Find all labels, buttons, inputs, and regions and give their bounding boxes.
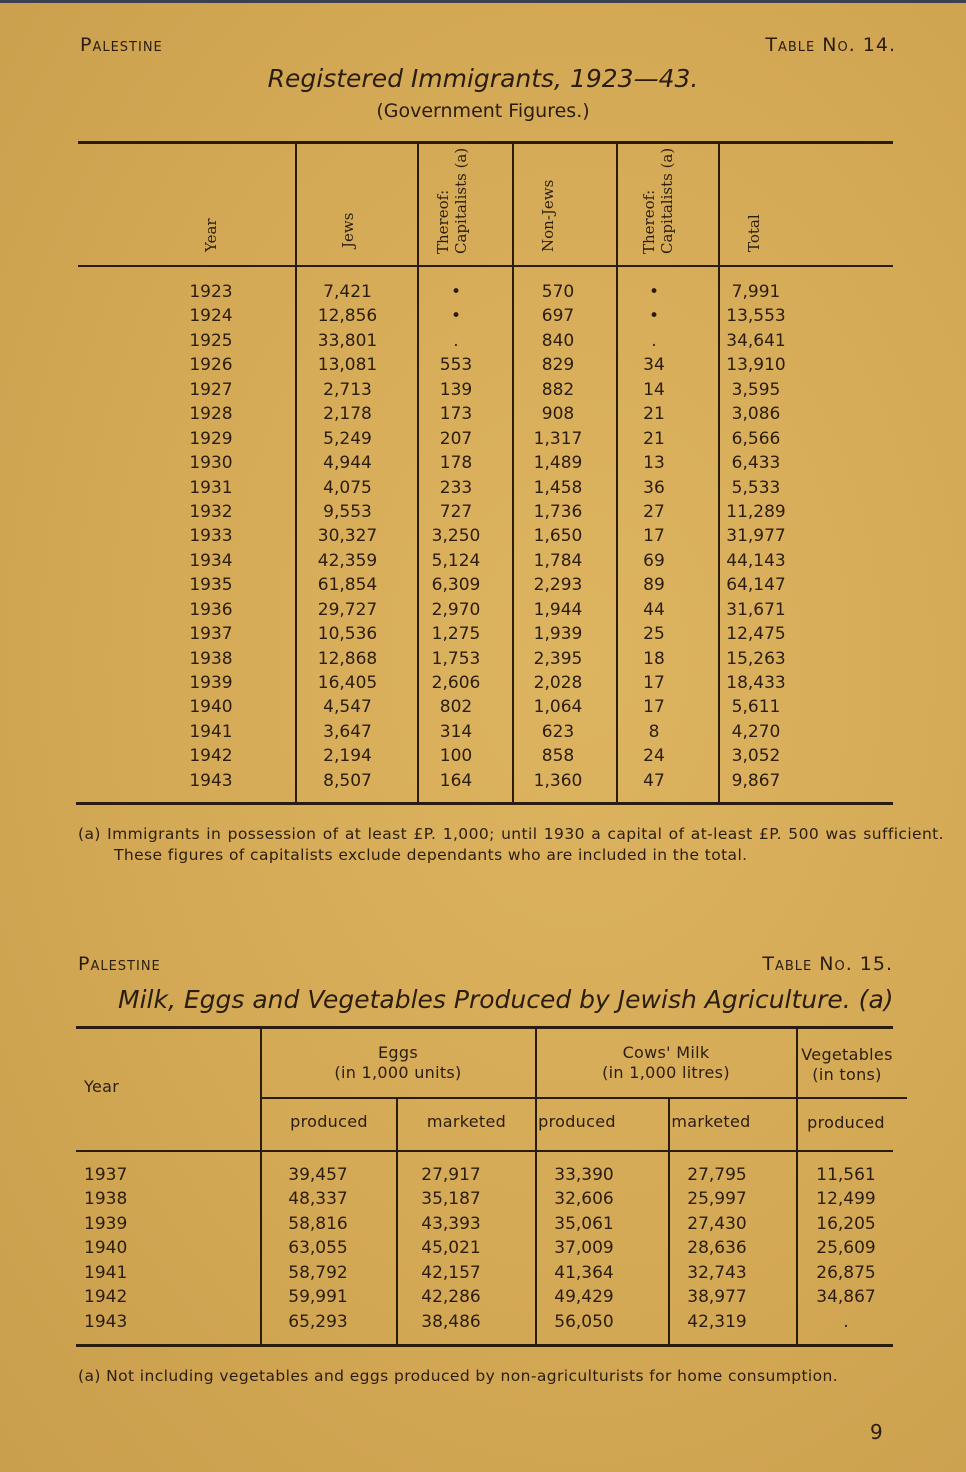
table15-year-cell: 1938 bbox=[84, 1189, 128, 1210]
table14-jews-cell: 5,249 bbox=[323, 428, 372, 449]
table15-bottom-rule bbox=[76, 1344, 893, 1347]
table14-jews-capitalists-cell: 2,606 bbox=[431, 673, 481, 693]
table15-vegetables-produced-cell: 16,205 bbox=[816, 1213, 876, 1234]
table14-jews-cell: 4,075 bbox=[323, 477, 372, 498]
table14-non-jews-capitalists-cell: 36 bbox=[643, 477, 665, 498]
table15-milk-produced-cell: 32,606 bbox=[554, 1189, 614, 1210]
table15-year-cell: 1941 bbox=[84, 1262, 128, 1283]
table15-milk-produced-column bbox=[548, 1163, 620, 1334]
table14-jews-capitalists-cell: 164 bbox=[439, 770, 473, 791]
table14-jews-cell: 4,547 bbox=[323, 697, 372, 718]
table14-total-cell: 3,595 bbox=[731, 379, 781, 400]
table14-jews-cell: 4,944 bbox=[323, 453, 372, 474]
table15-eggs-produced-cell: 59,991 bbox=[288, 1287, 348, 1308]
table14-non-jews-capitalists-cell: 89 bbox=[643, 575, 665, 596]
table15-years-column bbox=[84, 1163, 144, 1334]
table15-vegetables-produced-cell: 12,499 bbox=[816, 1189, 876, 1210]
table15-vegetables-produced-cell: 26,875 bbox=[816, 1262, 876, 1283]
table15-year-cell: 1940 bbox=[84, 1238, 128, 1259]
table14-jews-cell: 12,856 bbox=[317, 306, 378, 327]
top-edge-strip bbox=[0, 0, 966, 3]
table15-top-rule bbox=[76, 1026, 893, 1029]
table15-header-vegetables-unit: (in tons) bbox=[812, 1065, 882, 1084]
table15-subheader-eggs-marketed: marketed bbox=[426, 1112, 507, 1131]
table14-number: Table No. 14. bbox=[765, 34, 896, 56]
table15-eggs-produced-cell: 39,457 bbox=[288, 1165, 348, 1185]
table14-non-jews-capitalists-cell: 24 bbox=[643, 746, 665, 767]
table14-col-divider bbox=[295, 143, 297, 803]
table14-jews-capitalists-cell: 173 bbox=[439, 404, 473, 425]
table15-number: Table No. 15. bbox=[762, 953, 893, 975]
table14-non-jews-cell: 1,489 bbox=[533, 453, 583, 474]
table14-jews-capitalists-cell: 1,275 bbox=[431, 624, 481, 645]
table14-jews-cell: 3,647 bbox=[323, 721, 372, 742]
table15-header-eggs: Eggs bbox=[378, 1043, 418, 1062]
table14-non-jews-capitalists-cell: 25 bbox=[643, 624, 665, 645]
table14-header-non-jews-capitalists: Thereof: Capitalists (a) bbox=[640, 147, 676, 254]
table14-non-jews-capitalists-cell: 69 bbox=[643, 550, 665, 571]
table14-col-divider bbox=[417, 143, 419, 803]
table14-non-jews-cell: 840 bbox=[541, 330, 575, 351]
table14-total-cell: 11,289 bbox=[726, 501, 786, 522]
table14-header-jews-capitalists: Thereof: Capitalists (a) bbox=[434, 147, 470, 254]
table14-non-jews-cell: 858 bbox=[541, 746, 575, 767]
table15-col-divider bbox=[668, 1098, 670, 1345]
table14-total-cell: 64,147 bbox=[726, 575, 786, 596]
table14-total-cell: 31,671 bbox=[726, 599, 786, 620]
table14-header-jews: Jews bbox=[339, 212, 357, 248]
table14-year-cell: 1930 bbox=[189, 453, 233, 474]
table15-header-rule bbox=[76, 1150, 893, 1152]
table14-year-cell: 1937 bbox=[189, 624, 233, 645]
table14-subtitle: (Government Figures.) bbox=[376, 100, 590, 122]
table15-eggs-produced-cell: 65,293 bbox=[288, 1311, 348, 1332]
table14-header-total: Total bbox=[745, 214, 763, 252]
table15-eggs-produced-cell: 58,792 bbox=[288, 1262, 348, 1283]
table14-non-jews-capitalists-cell: • bbox=[648, 306, 660, 327]
table14-non-jews-capitalists-cell: 34 bbox=[643, 355, 665, 376]
table14-jews-capitalists-cell: 5,124 bbox=[431, 550, 481, 571]
table14-jews-capitalists-cell: 233 bbox=[439, 477, 473, 498]
table14-year-cell: 1936 bbox=[189, 599, 233, 620]
table14-non-jews-cell: 1,650 bbox=[533, 526, 583, 547]
table14-total-cell: 12,475 bbox=[726, 624, 786, 645]
table14-jews-cell: 12,868 bbox=[317, 648, 378, 669]
table14-bottom-rule bbox=[76, 802, 893, 805]
table14-jews-capitalists-cell: 3,250 bbox=[431, 526, 481, 547]
table14-header-rule bbox=[78, 265, 893, 267]
table15-subheader-veg-produced: produced bbox=[807, 1113, 885, 1132]
table14-year-cell: 1929 bbox=[189, 428, 233, 449]
table14-non-jews-cell: 2,293 bbox=[533, 575, 583, 596]
table15-milk-produced-cell: 56,050 bbox=[554, 1311, 614, 1332]
table14-non-jews-column bbox=[512, 280, 604, 793]
table14-header-non-jews: Non-Jews bbox=[539, 179, 557, 252]
table14-total-cell: 7,991 bbox=[731, 282, 781, 302]
table14-non-jews-cell: 1,317 bbox=[533, 428, 583, 449]
table14-year-cell: 1935 bbox=[189, 575, 233, 596]
table14-jews-cell: 8,507 bbox=[323, 770, 372, 791]
table14-jews-capitalists-cell: 727 bbox=[439, 501, 473, 522]
table14-non-jews-capitalists-cell: 44 bbox=[643, 599, 665, 620]
table14-non-jews-cell: 697 bbox=[541, 306, 575, 327]
table14-jews-cell: 9,553 bbox=[323, 501, 372, 522]
table15-milk-marketed-column bbox=[681, 1163, 753, 1334]
table15-header-year: Year bbox=[84, 1077, 120, 1096]
table14-total-cell: 6,566 bbox=[731, 428, 781, 449]
table14-jews-cell: 30,327 bbox=[317, 526, 378, 547]
table14-jews-capitalists-cell: 139 bbox=[439, 379, 473, 400]
table14-non-jews-cell: 1,736 bbox=[533, 501, 583, 522]
table14-jews-capitalists-cell: 207 bbox=[439, 428, 473, 449]
table14-year-cell: 1943 bbox=[189, 770, 233, 791]
table14-non-jews-cell: 1,458 bbox=[533, 477, 583, 498]
table15-group-rule bbox=[262, 1097, 907, 1099]
table14-jews-capitalists-cell: 2,970 bbox=[431, 599, 481, 620]
table14-non-jews-capitalists-cell: 21 bbox=[643, 404, 665, 425]
table15-milk-marketed-cell: 27,430 bbox=[687, 1213, 747, 1234]
table14-jews-capitalists-cell: 553 bbox=[439, 355, 473, 376]
page-number: 9 bbox=[870, 1420, 883, 1444]
table15-year-cell: 1937 bbox=[84, 1165, 128, 1185]
table14-jews-capitalists-cell: 6,309 bbox=[431, 575, 481, 596]
table15-milk-produced-cell: 33,390 bbox=[554, 1165, 614, 1185]
table15-eggs-marketed-column bbox=[415, 1163, 487, 1334]
table15-eggs-marketed-cell: 42,286 bbox=[421, 1287, 481, 1308]
table14-non-jews-cell: 1,360 bbox=[533, 770, 583, 791]
table14-non-jews-cell: 829 bbox=[541, 355, 575, 376]
table15-vegetables-produced-cell: 25,609 bbox=[816, 1238, 876, 1259]
table14-year-cell: 1934 bbox=[189, 550, 233, 571]
table14-year-cell: 1932 bbox=[189, 501, 233, 522]
table14-total-cell: 6,433 bbox=[731, 453, 781, 474]
table14-years-column bbox=[170, 280, 252, 793]
table15-milk-marketed-cell: 25,997 bbox=[687, 1189, 747, 1210]
table14-jews-cell: 13,081 bbox=[317, 355, 378, 376]
table14-total-cell: 15,263 bbox=[726, 648, 786, 669]
table14-non-jews-capitalists-cell: 47 bbox=[643, 770, 665, 791]
table14-year-cell: 1938 bbox=[189, 648, 233, 669]
table15-eggs-marketed-cell: 42,157 bbox=[421, 1262, 481, 1283]
table15-col-divider bbox=[396, 1098, 398, 1345]
table14-jews-capitalists-cell: 100 bbox=[439, 746, 473, 767]
table15-eggs-marketed-cell: 38,486 bbox=[421, 1311, 481, 1332]
table14-total-cell: 3,086 bbox=[731, 404, 781, 425]
table15-milk-produced-cell: 35,061 bbox=[554, 1213, 614, 1234]
table14-non-jews-cell: 1,064 bbox=[533, 697, 583, 718]
table14-total-cell: 31,977 bbox=[726, 526, 786, 547]
table15-subheader-milk-produced: produced bbox=[538, 1112, 616, 1131]
table14-total-cell: 5,533 bbox=[731, 477, 781, 498]
table14-jews-cell: 2,713 bbox=[323, 379, 372, 400]
table14-non-jews-capitalists-cell: 27 bbox=[643, 501, 665, 522]
table14-total-cell: 13,910 bbox=[726, 355, 786, 376]
table15-milk-marketed-cell: 28,636 bbox=[687, 1238, 747, 1259]
table14-title: Registered Immigrants, 1923—43. bbox=[267, 64, 699, 93]
table14-jews-cell: 29,727 bbox=[317, 599, 378, 620]
table14-total-cell: 44,143 bbox=[726, 550, 786, 571]
table14-non-jews-capitalists-cell: . bbox=[651, 330, 657, 351]
table14-non-jews-cell: 908 bbox=[541, 404, 575, 425]
table15-eggs-produced-column bbox=[282, 1163, 354, 1334]
table15-year-cell: 1942 bbox=[84, 1287, 128, 1308]
table14-non-jews-cell: 623 bbox=[541, 721, 575, 742]
table14-total-cell: 18,433 bbox=[726, 673, 786, 693]
table15-year-cell: 1943 bbox=[84, 1311, 128, 1332]
table14-non-jews-cell: 1,944 bbox=[533, 599, 583, 620]
table14-year-cell: 1925 bbox=[189, 330, 233, 351]
table15-eggs-marketed-cell: 35,187 bbox=[421, 1189, 481, 1210]
table14-total-cell: 4,270 bbox=[731, 721, 781, 742]
table14-jews-cell: 2,194 bbox=[323, 746, 372, 767]
table14-footnote: (a) Immigrants in possession of at least £P. 1,000; until 1930 a capital of at-least £P. 500 was sufficient. These figures of capitalists exclude dependants who are included in the total. bbox=[78, 825, 944, 864]
table14-total-cell: 13,553 bbox=[726, 306, 786, 327]
table14-jews-capitalists-cell: 314 bbox=[439, 721, 473, 742]
table14-non-jews-cell: 882 bbox=[541, 379, 575, 400]
table15-country: Palestine bbox=[78, 953, 161, 975]
table14-non-jews-capitalists-cell: 18 bbox=[643, 648, 665, 669]
table14-total-column bbox=[720, 280, 792, 793]
table14-year-cell: 1940 bbox=[189, 697, 233, 718]
table15-vegetables-produced-cell: . bbox=[843, 1311, 849, 1332]
table15-vegetables-produced-column bbox=[810, 1163, 882, 1334]
table14-jews-cell: 42,359 bbox=[317, 550, 378, 571]
table14-total-cell: 3,052 bbox=[731, 746, 781, 767]
table15-eggs-marketed-cell: 45,021 bbox=[421, 1238, 481, 1259]
table15-vegetables-produced-cell: 11,561 bbox=[816, 1165, 876, 1185]
table14-non-jews-capitalists-cell: • bbox=[648, 282, 660, 302]
table14-jews-cell: 16,405 bbox=[317, 673, 378, 693]
table15-milk-produced-cell: 49,429 bbox=[554, 1287, 614, 1308]
table14-jews-cell: 61,854 bbox=[317, 575, 378, 596]
table14-jews-capitalists-cell: • bbox=[450, 306, 462, 327]
table14-jews-capitalists-cell: 1,753 bbox=[431, 648, 481, 669]
table15-subheader-milk-marketed: marketed bbox=[671, 1112, 751, 1131]
table14-jews-cell: 7,421 bbox=[323, 282, 372, 302]
table14-non-jews-capitalists-cell: 21 bbox=[643, 428, 665, 449]
table14-jews-capitalists-cell: • bbox=[450, 282, 462, 302]
table14-jews-capitalists-column bbox=[420, 280, 492, 793]
table14-jews-column bbox=[305, 280, 390, 793]
table14-year-cell: 1941 bbox=[189, 721, 233, 742]
table15-header-milk: Cows' Milk bbox=[622, 1043, 710, 1062]
table14-year-cell: 1924 bbox=[189, 306, 233, 327]
table15-milk-marketed-cell: 38,977 bbox=[687, 1287, 747, 1308]
table14-non-jews-capitalists-cell: 8 bbox=[648, 721, 660, 742]
table15-eggs-marketed-cell: 27,917 bbox=[421, 1165, 481, 1185]
table14-country: Palestine bbox=[80, 34, 163, 56]
table15-milk-marketed-cell: 27,795 bbox=[687, 1165, 747, 1185]
table15-eggs-produced-cell: 48,337 bbox=[288, 1189, 348, 1210]
table15-subheader-eggs-produced: produced bbox=[290, 1112, 368, 1131]
table14-total-cell: 5,611 bbox=[731, 697, 781, 718]
table15-header-eggs-unit: (in 1,000 units) bbox=[334, 1063, 462, 1082]
table15-header-vegetables: Vegetables bbox=[801, 1045, 893, 1064]
table15-title: Milk, Eggs and Vegetables Produced by Jewish Agriculture. (a) bbox=[118, 985, 894, 1014]
table15-eggs-produced-cell: 63,055 bbox=[288, 1238, 348, 1259]
table14-jews-cell: 33,801 bbox=[317, 330, 378, 351]
table15-header-milk-unit: (in 1,000 litres) bbox=[602, 1063, 730, 1082]
table14-year-cell: 1923 bbox=[189, 282, 233, 302]
table14-jews-capitalists-cell: 802 bbox=[439, 697, 473, 718]
table14-non-jews-cell: 2,028 bbox=[533, 673, 583, 693]
table14-non-jews-cell: 2,395 bbox=[533, 648, 583, 669]
table14-year-cell: 1933 bbox=[189, 526, 233, 547]
table14-non-jews-capitalists-cell: 17 bbox=[643, 673, 665, 693]
table14-non-jews-capitalists-cell: 17 bbox=[643, 526, 665, 547]
table15-year-cell: 1939 bbox=[84, 1213, 128, 1234]
table14-year-cell: 1939 bbox=[189, 673, 233, 693]
table14-non-jews-capitalists-cell: 14 bbox=[643, 379, 665, 400]
table14-header-year: Year bbox=[202, 218, 220, 252]
table15-vegetables-produced-cell: 34,867 bbox=[816, 1287, 876, 1308]
table14-year-cell: 1926 bbox=[189, 355, 233, 376]
table14-non-jews-cell: 1,939 bbox=[533, 624, 583, 645]
table14-year-cell: 1927 bbox=[189, 379, 233, 400]
table14-year-cell: 1931 bbox=[189, 477, 233, 498]
table15-milk-produced-cell: 41,364 bbox=[554, 1262, 614, 1283]
table15-milk-marketed-cell: 42,319 bbox=[687, 1311, 747, 1332]
table15-eggs-marketed-cell: 43,393 bbox=[421, 1213, 481, 1234]
table15-eggs-produced-cell: 58,816 bbox=[288, 1213, 348, 1234]
table15-milk-marketed-cell: 32,743 bbox=[687, 1262, 747, 1283]
table14-jews-cell: 10,536 bbox=[317, 624, 378, 645]
table14-year-cell: 1942 bbox=[189, 746, 233, 767]
table15-footnote: (a) Not including vegetables and eggs produced by non-agriculturists for home consumption. bbox=[78, 1367, 839, 1385]
table14-top-rule bbox=[78, 141, 893, 144]
table15-milk-produced-cell: 37,009 bbox=[554, 1238, 614, 1259]
table14-non-jews-capitalists-cell: 17 bbox=[643, 697, 665, 718]
table14-year-cell: 1928 bbox=[189, 404, 233, 425]
table14-total-cell: 9,867 bbox=[731, 770, 781, 791]
table14-total-cell: 34,641 bbox=[726, 330, 786, 351]
table14-non-jews-cell: 570 bbox=[541, 282, 575, 302]
table14-jews-capitalists-cell: . bbox=[453, 330, 459, 351]
table14-non-jews-cell: 1,784 bbox=[533, 550, 583, 571]
table14-non-jews-capitalists-cell: 13 bbox=[643, 453, 665, 474]
table14-non-jews-capitalists-column bbox=[618, 280, 690, 793]
table14-jews-cell: 2,178 bbox=[323, 404, 372, 425]
table14-jews-capitalists-cell: 178 bbox=[439, 453, 473, 474]
